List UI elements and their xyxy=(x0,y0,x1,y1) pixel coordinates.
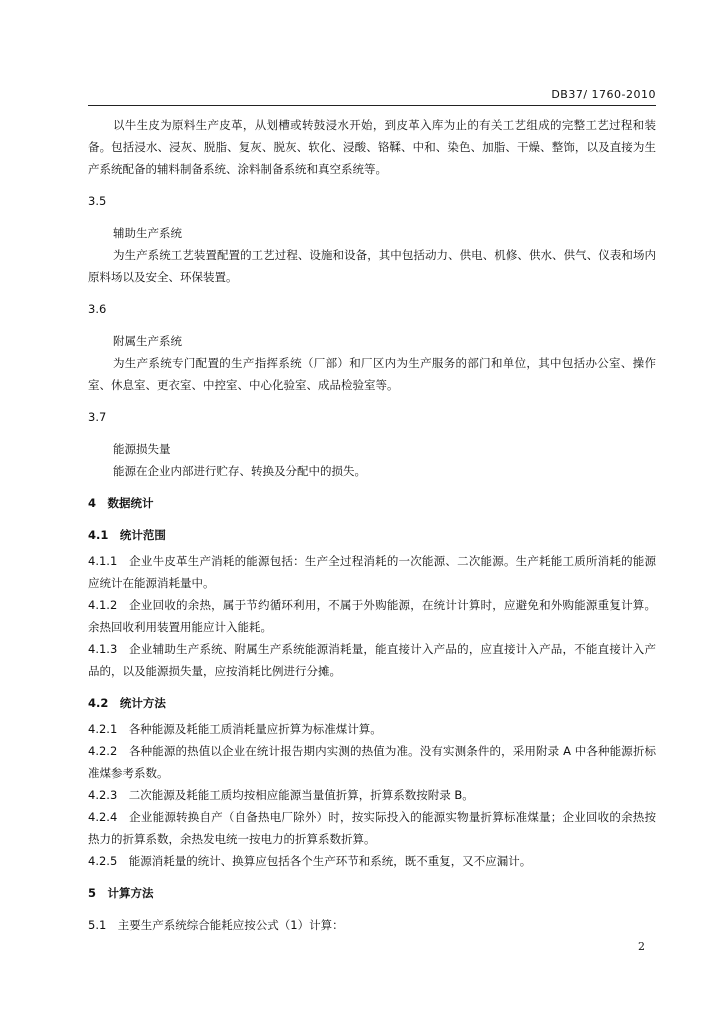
list-item: 5.1 主要生产系统综合能耗应按公式（1）计算： xyxy=(88,918,344,932)
clause-number: 3.5 xyxy=(88,194,107,208)
standard-code: DB37/ 1760-2010 xyxy=(551,88,656,101)
list-item: 4.2.4 企业能源转换自产（自备热电厂除外）时，按实际投入的能源实物量折算标准煤量；企业回收的余热按热力的折算系数，余热发电统一按电力的折算系数折算。 xyxy=(88,810,656,846)
continuation-paragraph: 以牛生皮为原料生产皮革，从划槽或转鼓浸水开始，到皮革入库为止的有关工艺组成的完整工艺过程和装备。包括浸水、浸灰、脱脂、复灰、脱灰、软化、浸酸、铬鞣、中和、染色、加脂、干燥、整饰，以及直接为生产系统配备的辅料制备系统、涂料制备系统和真空系统等。 xyxy=(88,118,656,176)
list-item: 4.2.3 二次能源及耗能工质均按相应能源当量值折算，折算系数按附录 B。 xyxy=(88,788,474,802)
clause-term: 能源损失量 xyxy=(113,442,171,456)
clause-number: 3.7 xyxy=(88,410,107,424)
subsection-heading: 4.2 统计方法 xyxy=(88,696,166,710)
clause-number: 3.6 xyxy=(88,302,107,316)
list-item: 4.1.1 企业牛皮革生产消耗的能源包括：生产全过程消耗的一次能源、二次能源。生产耗能工质所消耗的能源应统计在能源消耗量中。 xyxy=(88,554,656,590)
section-heading: 4 数据统计 xyxy=(88,496,154,510)
page-number: 2 xyxy=(638,940,645,953)
list-item: 4.2.2 各种能源的热值以企业在统计报告期内实测的热值为准。没有实测条件的，采用附录 A 中各种能源折标准煤参考系数。 xyxy=(88,744,656,780)
subsection-heading: 4.1 统计范围 xyxy=(88,528,166,542)
page-content xyxy=(88,114,656,936)
list-item: 4.1.2 企业回收的余热，属于节约循环利用，不属于外购能源，在统计计算时，应避免和外购能源重复计算。余热回收利用装置用能应计入能耗。 xyxy=(88,598,656,634)
section-heading: 5 计算方法 xyxy=(88,886,154,900)
clause-definition: 能源在企业内部进行贮存、转换及分配中的损失。 xyxy=(113,464,366,478)
clause-definition: 为生产系统工艺装置配置的工艺过程、设施和设备，其中包括动力、供电、机修、供水、供气、仪表和场内原料场以及安全、环保装置。 xyxy=(88,248,656,284)
header-rule xyxy=(88,105,656,106)
list-item: 4.2.1 各种能源及耗能工质消耗量应折算为标准煤计算。 xyxy=(88,722,382,736)
clause-definition: 为生产系统专门配置的生产指挥系统（厂部）和厂区内为生产服务的部门和单位，其中包括办公室、操作室、休息室、更衣室、中控室、中心化验室、成品检验室等。 xyxy=(88,356,656,392)
clause-term: 附属生产系统 xyxy=(113,334,182,348)
list-item: 4.1.3 企业辅助生产系统、附属生产系统能源消耗量，能直接计入产品的，应直接计入产品，不能直接计入产品的，以及能源损失量，应按消耗比例进行分摊。 xyxy=(88,642,656,678)
clause-term: 辅助生产系统 xyxy=(113,226,182,240)
list-item: 4.2.5 能源消耗量的统计、换算应包括各个生产环节和系统，既不重复，又不应漏计。 xyxy=(88,854,532,868)
